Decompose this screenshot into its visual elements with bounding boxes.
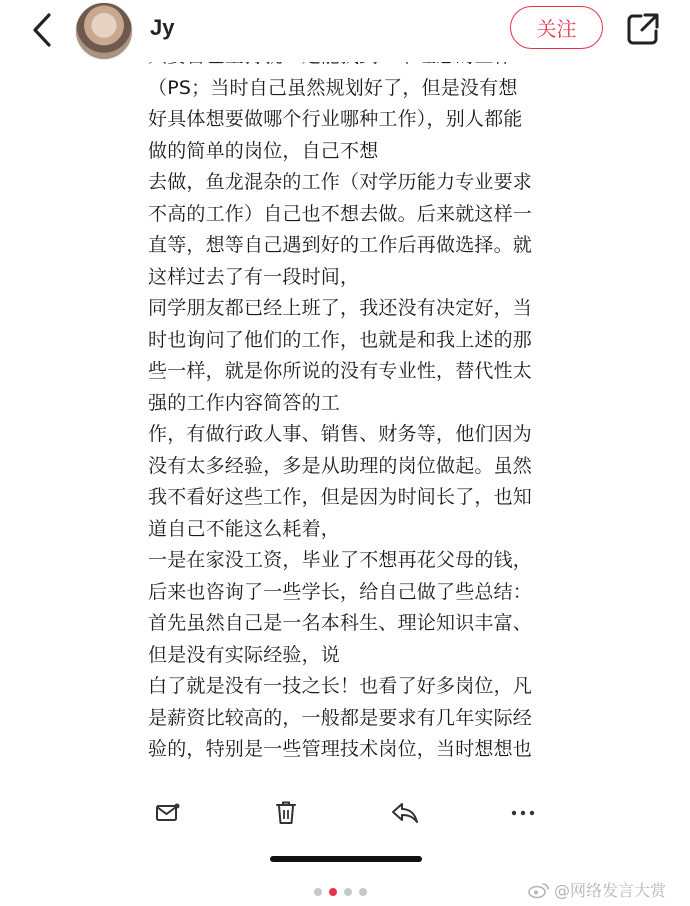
article-line: 强的工作内容简答的工 [148, 391, 341, 414]
reply-icon [391, 801, 419, 825]
top-bar [0, 0, 690, 62]
article-line: 做的简单的岗位，自己不想 [148, 139, 379, 162]
mail-button[interactable] [153, 798, 183, 828]
more-icon [510, 809, 536, 817]
article-line: 直等，想等自己遇到好的工作后再做选择。就 [148, 234, 533, 256]
pager-dot[interactable] [329, 888, 337, 896]
article-line: 作，有做行政人事、销售、财务等，他们因为 [148, 423, 533, 445]
back-button[interactable] [24, 10, 60, 50]
reply-button[interactable] [390, 798, 420, 828]
article-line: 时也询问了他们的工作，也就是和我上述的那 [148, 328, 533, 351]
article-line: （PS；当时自己虽然规划好了，但是没有想 [148, 76, 518, 99]
article-line: 去做，鱼龙混杂的工作（对学历能力专业要求 [148, 171, 533, 193]
article-line: 是薪资比较高的，一般都是要求有几年实际经 [148, 706, 533, 729]
home-indicator[interactable] [270, 856, 422, 862]
article-line: 道自己不能这么耗着， [148, 517, 341, 540]
article-line: 后来也咨询了一些学长，给自己做了些总结： [148, 580, 533, 603]
share-icon [625, 11, 661, 47]
article-line: 这样过去了有一段时间， [148, 265, 360, 288]
article-line: 不高的工作）自己也不想去做。后来就这样一 [148, 202, 533, 225]
article-line: 验的，特别是一些管理技术岗位，当时想想也 [148, 738, 533, 760]
article-line: 首先虽然自己是一名本科生、理论知识丰富、 [148, 612, 533, 634]
follow-button[interactable]: 关注 [510, 6, 603, 49]
watermark [528, 878, 666, 901]
weibo-logo-icon [528, 881, 550, 899]
article-line: 一是在家没工资，毕业了不想再花父母的钱， [148, 549, 533, 571]
pager-dot[interactable] [314, 888, 322, 896]
article-line: 白了就是没有一技之长！也看了好多岗位，凡 [148, 675, 533, 697]
article-body [148, 55, 548, 780]
avatar[interactable] [75, 2, 133, 60]
trash-icon [275, 800, 297, 826]
article-line: 好具体想要做哪个行业哪种工作），别人都能 [148, 108, 523, 130]
article-line: 些一样，就是你所说的没有专业性，替代性太 [148, 360, 533, 382]
more-button[interactable] [508, 798, 538, 828]
mail-icon [155, 802, 181, 824]
article-line: 但是没有实际经验，说 [148, 643, 341, 666]
delete-button[interactable] [271, 798, 301, 828]
bottom-toolbar [0, 786, 690, 836]
watermark-text: @网络发言大赏 [554, 881, 667, 900]
share-button[interactable] [624, 10, 662, 48]
chevron-left-icon [31, 12, 53, 48]
pager-dot[interactable] [359, 888, 367, 896]
article-line: 没有太多经验，多是从助理的岗位做起。虽然 [148, 454, 533, 477]
article-line: 我不看好这些工作，但是因为时间长了，也知 [148, 486, 533, 508]
pager-dots [314, 888, 367, 896]
pager-dot[interactable] [344, 888, 352, 896]
article-line: 同学朋友都已经上班了，我还没有决定好，当 [148, 297, 533, 319]
username[interactable]: Jy [150, 15, 175, 40]
